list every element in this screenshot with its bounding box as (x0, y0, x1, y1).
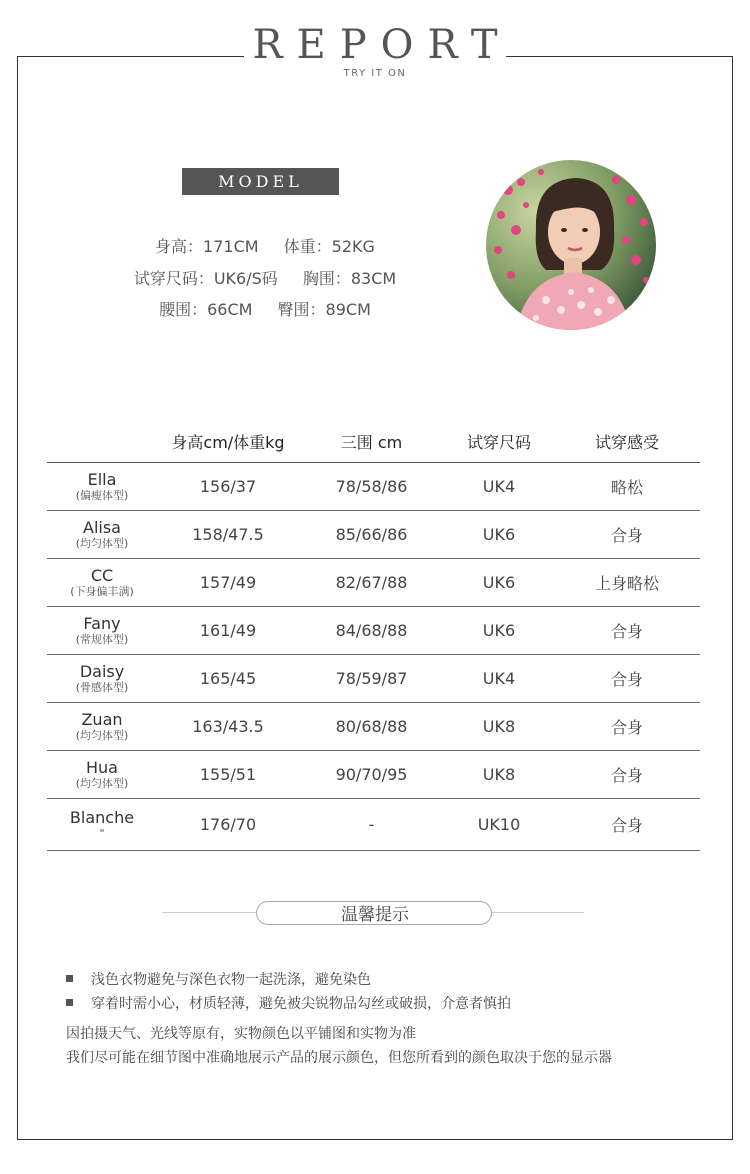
tester-cell (47, 799, 157, 851)
tester-body-type: (常规体型) (75, 633, 129, 646)
table-row (47, 607, 700, 655)
tester-cell (47, 655, 157, 703)
fit-feel: 合身 (610, 670, 643, 689)
table-row (47, 751, 700, 799)
model-info-row (0, 234, 530, 257)
tester-cell (47, 607, 157, 655)
fit-feel: 上身略松 (594, 574, 659, 593)
tester-body-type: " (99, 827, 105, 840)
note-bullet-item (66, 992, 726, 1016)
model-try-size: 试穿尺码：UK6/S码 (133, 269, 278, 288)
table-row (47, 655, 700, 703)
tester-name: Ella (87, 470, 117, 489)
tester-cell (47, 463, 157, 511)
try-size: UK6 (482, 525, 516, 544)
model-info-row (0, 266, 530, 289)
measurements: 84/68/88 (335, 621, 408, 640)
height-weight: 157/49 (199, 573, 257, 592)
table-row (47, 559, 700, 607)
care-notes (66, 968, 726, 1070)
measurements: 78/58/86 (335, 477, 408, 496)
model-hip: 臀围：89CM (277, 300, 371, 319)
tester-body-type: (均匀体型) (75, 777, 129, 790)
try-size: UK10 (477, 815, 521, 834)
try-size: UK4 (482, 477, 516, 496)
tester-name: Fany (83, 614, 121, 633)
tester-name: Blanche (69, 808, 135, 827)
fit-feel: 合身 (610, 526, 643, 545)
table-row (47, 511, 700, 559)
try-size: UK6 (482, 621, 516, 640)
header-name (47, 420, 157, 463)
height-weight: 163/43.5 (192, 717, 264, 736)
model-weight: 体重：52KG (283, 237, 375, 256)
measurements: 85/66/86 (335, 525, 408, 544)
header-fit-feel: 试穿感受 (594, 432, 659, 452)
tester-body-type: (均匀体型) (75, 537, 129, 550)
fit-feel: 合身 (610, 622, 643, 641)
table-row (47, 703, 700, 751)
square-bullet-icon (66, 999, 73, 1006)
height-weight: 165/45 (199, 669, 257, 688)
try-size: UK8 (482, 765, 516, 784)
model-waist: 腰围：66CM (159, 300, 253, 319)
measurements: 78/59/87 (335, 669, 408, 688)
height-weight: 156/37 (199, 477, 257, 496)
model-bust: 胸围：83CM (302, 269, 397, 288)
measurements: 90/70/95 (335, 765, 408, 784)
report-subtitle: TRY IT ON (343, 68, 407, 79)
tips-title: 温馨提示 (341, 905, 409, 925)
tester-body-type: (均匀体型) (75, 729, 129, 742)
size-table (47, 420, 700, 851)
try-size: UK4 (482, 669, 516, 688)
fit-feel: 合身 (610, 718, 643, 737)
tester-body-type: (下身偏丰满) (70, 585, 134, 598)
tester-body-type: (偏瘦体型) (75, 489, 129, 502)
header-try-size: 试穿尺码 (466, 432, 531, 452)
model-photo (486, 160, 656, 330)
try-size: UK8 (482, 717, 516, 736)
note-line: 因拍摄天气、光线等原有，实物颜色以平铺图和实物为准 (66, 1026, 416, 1042)
tester-cell (47, 559, 157, 607)
tester-cell (47, 751, 157, 799)
model-info-row (0, 297, 530, 320)
table-header-row (47, 420, 700, 463)
measurements: - (368, 815, 375, 834)
tester-name: Daisy (79, 662, 125, 681)
model-badge: MODEL (182, 168, 339, 195)
note-text: 穿着时需小心，材质轻薄，避免被尖锐物品勾丝或破损，介意者慎拍 (91, 996, 511, 1012)
header-measurements: 三围 cm (340, 432, 403, 452)
header-height-weight: 身高cm/体重kg (171, 432, 285, 452)
height-weight: 176/70 (199, 815, 257, 834)
table-row (47, 799, 700, 851)
square-bullet-icon (66, 975, 73, 982)
tester-name: CC (90, 566, 114, 585)
fit-feel: 略松 (610, 478, 643, 497)
note-bullet-item (66, 968, 726, 992)
tester-body-type: (骨感体型) (75, 681, 129, 694)
note-text: 浅色衣物避免与深色衣物一起洗涤，避免染色 (91, 972, 371, 988)
height-weight: 155/51 (199, 765, 257, 784)
fit-feel: 合身 (610, 816, 643, 835)
measurements: 80/68/88 (335, 717, 408, 736)
tester-name: Hua (86, 758, 118, 777)
height-weight: 161/49 (199, 621, 257, 640)
tester-name: Zuan (81, 710, 123, 729)
fit-feel: 合身 (610, 766, 643, 785)
tester-cell (47, 511, 157, 559)
try-size: UK6 (482, 573, 516, 592)
report-title: REPORT (252, 22, 512, 68)
measurements: 82/67/88 (335, 573, 408, 592)
tester-cell (47, 703, 157, 751)
model-height: 身高：171CM (155, 237, 259, 256)
height-weight: 158/47.5 (192, 525, 264, 544)
table-row (47, 463, 700, 511)
note-line: 我们尽可能在细节图中准确地展示产品的展示颜色，但您所看到的颜色取决于您的显示器 (66, 1050, 612, 1066)
tester-name: Alisa (83, 518, 121, 537)
